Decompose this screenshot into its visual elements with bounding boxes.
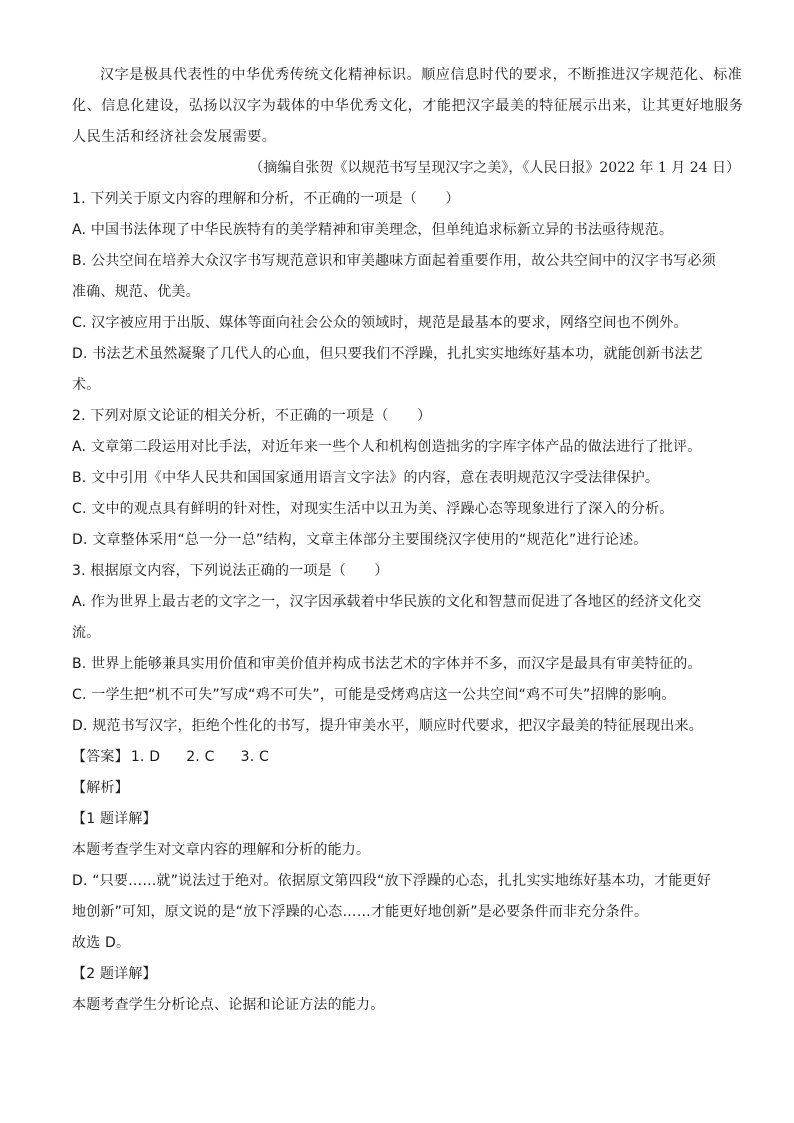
option-a-cont: 流。 bbox=[72, 625, 101, 641]
option-d: D. 文章整体采用“总一分一总”结构，文章主体部分主要围绕汉字使用的“规范化”进行论述。 bbox=[72, 532, 648, 548]
question-3 bbox=[72, 556, 720, 742]
option-d: D. 规范书写汉字，拒绝个性化的书写，提升审美水平，顺应时代要求，把汉字最美的特征展现出来。 bbox=[72, 718, 703, 734]
passage-line: 汉字是极具代表性的中华优秀传统文化精神标识。顺应信息时代的要求，不断推进汉字规范化、标准 bbox=[100, 67, 743, 83]
option-b: B. 世界上能够兼具实用价值和审美价值并构成书法艺术的字体并不多，而汉字是最具有审美特征的。 bbox=[72, 656, 702, 672]
passage-line: 人民生活和经济社会发展需要。 bbox=[72, 129, 277, 145]
detail-1-body bbox=[72, 835, 720, 959]
option-b: B. 公共空间在培养大众汉字书写规范意识和审美趣味方面起着重要作用，故公共空间中的汉字书写必须 bbox=[72, 253, 716, 269]
question-stem: 1. 下列关于原文内容的理解和分析，不正确的一项是（ ） bbox=[72, 191, 460, 207]
answer-item: 3. C bbox=[240, 749, 269, 765]
option-a: A. 中国书法体现了中华民族特有的美学精神和审美理念，但单纯追求标新立异的书法亟待规范。 bbox=[72, 222, 674, 238]
analysis-tag: 【解析】 bbox=[72, 780, 129, 796]
answer-item: 2. C bbox=[186, 749, 215, 765]
option-c: C. 汉字被应用于出版、媒体等面向社会公众的领域时，规范是最基本的要求，网络空间也不例外。 bbox=[72, 315, 688, 331]
detail-line: D. “只要……就”说法过于绝对。依据原文第四段“放下浮躁的心态，扎扎实实地练好基本功，才能更好 bbox=[72, 873, 712, 889]
passage-excerpt bbox=[72, 60, 744, 153]
detail-line: 地创新”可知，原文说的是“放下浮躁的心态……才能更好地创新”是必要条件而非充分条件。 bbox=[72, 904, 649, 920]
detail-line: 故选 D。 bbox=[72, 935, 131, 951]
option-c: C. 一学生把“机不可失”写成“鸡不可失”，可能是受烤鸡店这一公共空间“鸡不可失”招牌的影响。 bbox=[72, 687, 676, 703]
option-a: A. 文章第二段运用对比手法，对近年来一些个人和机构创造拙劣的字库字体产品的做法进行了批评。 bbox=[72, 439, 702, 455]
question-1 bbox=[72, 184, 720, 401]
passage-line: 化、信息化建设，弘扬以汉字为载体的中华优秀文化，才能把汉字最美的特征展示出来，让其更好地服务 bbox=[72, 98, 744, 114]
option-d-cont: 术。 bbox=[72, 377, 101, 393]
option-b-cont: 准确、规范、优美。 bbox=[72, 284, 200, 300]
question-2 bbox=[72, 401, 720, 556]
question-stem: 3. 根据原文内容，下列说法正确的一项是（ ） bbox=[72, 563, 389, 579]
option-c: C. 文中的观点具有鲜明的针对性，对现实生活中以丑为美、浮躁心态等现象进行了深入的分析。 bbox=[72, 501, 674, 517]
passage-source: （摘编自张贺《以规范书写呈现汉字之美》，《人民日报》2022 年 1 月 24 日） bbox=[249, 160, 740, 176]
option-d: D. 书法艺术虽然凝聚了几代人的心血，但只要我们不浮躁，扎扎实实地练好基本功，就能创新书法艺 bbox=[72, 346, 703, 362]
detail-1-tag: 【1 题详解】 bbox=[72, 811, 157, 827]
document-page bbox=[72, 60, 744, 1021]
answer-item: 1. D bbox=[130, 749, 161, 765]
detail-line: 本题考查学生分析论点、论据和论证方法的能力。 bbox=[72, 997, 385, 1013]
option-a: A. 作为世界上最古老的文字之一，汉字因承载着中华民族的文化和智慧而促进了各地区的经济文化交 bbox=[72, 594, 702, 610]
option-b: B. 文中引用《中华人民共和国国家通用语言文字法》的内容，意在表明规范汉字受法律保护。 bbox=[72, 470, 660, 486]
question-stem: 2. 下列对原文论证的相关分析，不正确的一项是（ ） bbox=[72, 408, 432, 424]
detail-2-tag: 【2 题详解】 bbox=[72, 966, 157, 982]
answer-line bbox=[72, 742, 720, 773]
answer-tag: 【答案】 bbox=[72, 749, 129, 765]
detail-2-body bbox=[72, 990, 720, 1021]
detail-line: 本题考查学生对文章内容的理解和分析的能力。 bbox=[72, 842, 371, 858]
